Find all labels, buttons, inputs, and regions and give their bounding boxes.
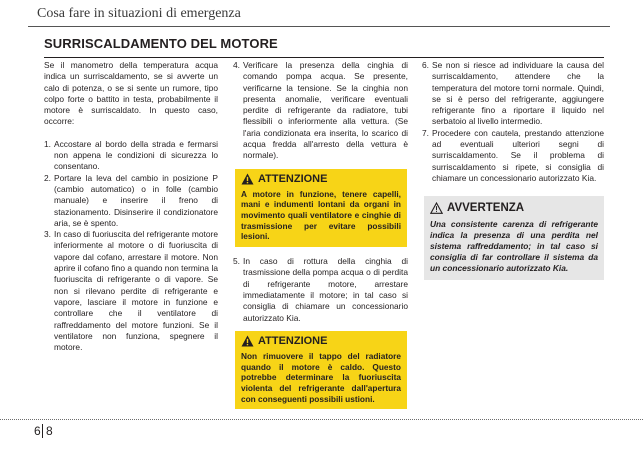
section-number: 6	[34, 424, 42, 438]
warning-triangle-filled-icon	[241, 335, 254, 347]
list-number: 2.	[44, 172, 51, 183]
list-item	[233, 256, 408, 324]
title-rule	[44, 57, 604, 58]
running-header: Cosa fare in situazioni di emergenza	[37, 6, 241, 21]
list-item	[44, 229, 218, 353]
page-number: 8	[46, 424, 53, 438]
column-2	[233, 60, 408, 409]
warning-triangle-outline-icon	[430, 202, 443, 214]
caution-header	[241, 173, 401, 186]
list-number: 5.	[233, 256, 240, 267]
list-text: Portare la leva del cambio in posizione P (cambio automatico) o in folle (cambio manuale) e inserire il freno di stazionamento. Disinserire il condizionatore aria, se è spento.	[54, 172, 218, 228]
page-number-separator	[42, 424, 43, 438]
list-text: In caso di fuoriuscita del refrigerante motore inferiormente al motore o di fuoriuscita di vapore dal cofano, arrestare il motore. Non aprire il cofano fino a quando non termina la fuoriuscita di refrigerante o di vapore. Se non si rilevano perdite di refrigerante e vapore, lasciare il motore in funzione e controllare che il ventilatore di raffreddamento del motore funzioni. Se il ventilatore non funziona, spegnere il motore.	[54, 229, 218, 353]
list-number: 3.	[44, 229, 51, 240]
caution-label: ATTENZIONE	[258, 172, 328, 185]
list-number: 6.	[422, 60, 429, 70]
caution-label: ATTENZIONE	[258, 334, 328, 347]
caution-box-moving-parts	[235, 169, 407, 248]
section-title: SURRISCALDAMENTO DEL MOTORE	[44, 36, 278, 51]
list-text: Verificare la presenza della cinghia di comando pompa acqua. Se presente, verificarne la tensione. Se la cinghia non presenta anomalie, verificare eventuali perdite di refrigerante da radiatore, tubi flessibili o inferiormente alla vettura. (Se l'aria condizionata era inserita, lo scarico di acqua fredda all'arresto della vettura è normale).	[243, 60, 408, 161]
list-text: In caso di rottura della cinghia di trasmissione della pompa acqua o di perdita di refrigerante motore, arrestare immediatamente il motore; in tal caso si consiglia di chiamare un concessionario autorizzato Kia.	[243, 256, 408, 323]
list-item	[44, 173, 218, 229]
notice-text: Una consistente carenza di refrigerante indica la presenza di una perdita nel sistema raffreddamento; in tal caso si consiglia di far controllare il sistema da un concessionario autorizzato Kia.	[430, 219, 598, 274]
intro-paragraph: Se il manometro della temperatura acqua indica un surriscaldamento, se si avverte un calo di potenza, o se si sente un rumore, tipo colpo forte o battito in testa, probabilmente il motore è surriscaldato. In questo caso, occorre:	[44, 60, 218, 127]
list-number: 1.	[44, 138, 51, 149]
list-item	[44, 139, 218, 173]
caution-text: A motore in funzione, tenere capelli, mani e indumenti lontani da organi in movimento quali ventilatore e cinghie di trasmissione per evitare possibili lesioni.	[241, 188, 401, 242]
list-text: Se non si riesce ad individuare la causa del surriscaldamento, attendere che la temperatura del motore torni normale. Quindi, se si è perso del refrigerante, aggiungere refrigerante fino a riportare il liquido nel serbatoio al livello intermedio.	[432, 60, 604, 127]
notice-label: AVVERTENZA	[447, 202, 525, 215]
list-text: Accostare al bordo della strada e fermarsi non appena le condizioni di sicurezza lo consentano.	[54, 138, 218, 172]
list-item	[233, 60, 408, 162]
column-1	[44, 60, 218, 353]
spacer	[233, 247, 408, 256]
footer-dotted-rule	[0, 419, 643, 420]
notice-header	[430, 201, 598, 215]
column-3	[422, 60, 604, 280]
warning-triangle-filled-icon	[241, 173, 254, 185]
caution-text: Non rimuovere il tappo del radiatore quando il motore è caldo. Questo potrebbe determinare la fuoriuscita violenta del refrigerante dall'apertura con conseguenti possibili ustioni.	[241, 350, 401, 404]
list-item	[422, 60, 604, 128]
caution-header	[241, 335, 401, 348]
notice-box	[424, 196, 604, 280]
list-text: Procedere con cautela, prestando attenzione ad eventuali ulteriori segni di surriscaldamento. Se il problema di surriscaldamento si ripete, si consiglia di chiamare un concessionario autorizzato Kia.	[432, 127, 604, 183]
caution-box-radiator-cap	[235, 331, 407, 410]
header-rule	[28, 26, 610, 27]
list-item	[422, 128, 604, 184]
list-number: 4.	[233, 60, 240, 70]
list-number: 7.	[422, 127, 429, 138]
